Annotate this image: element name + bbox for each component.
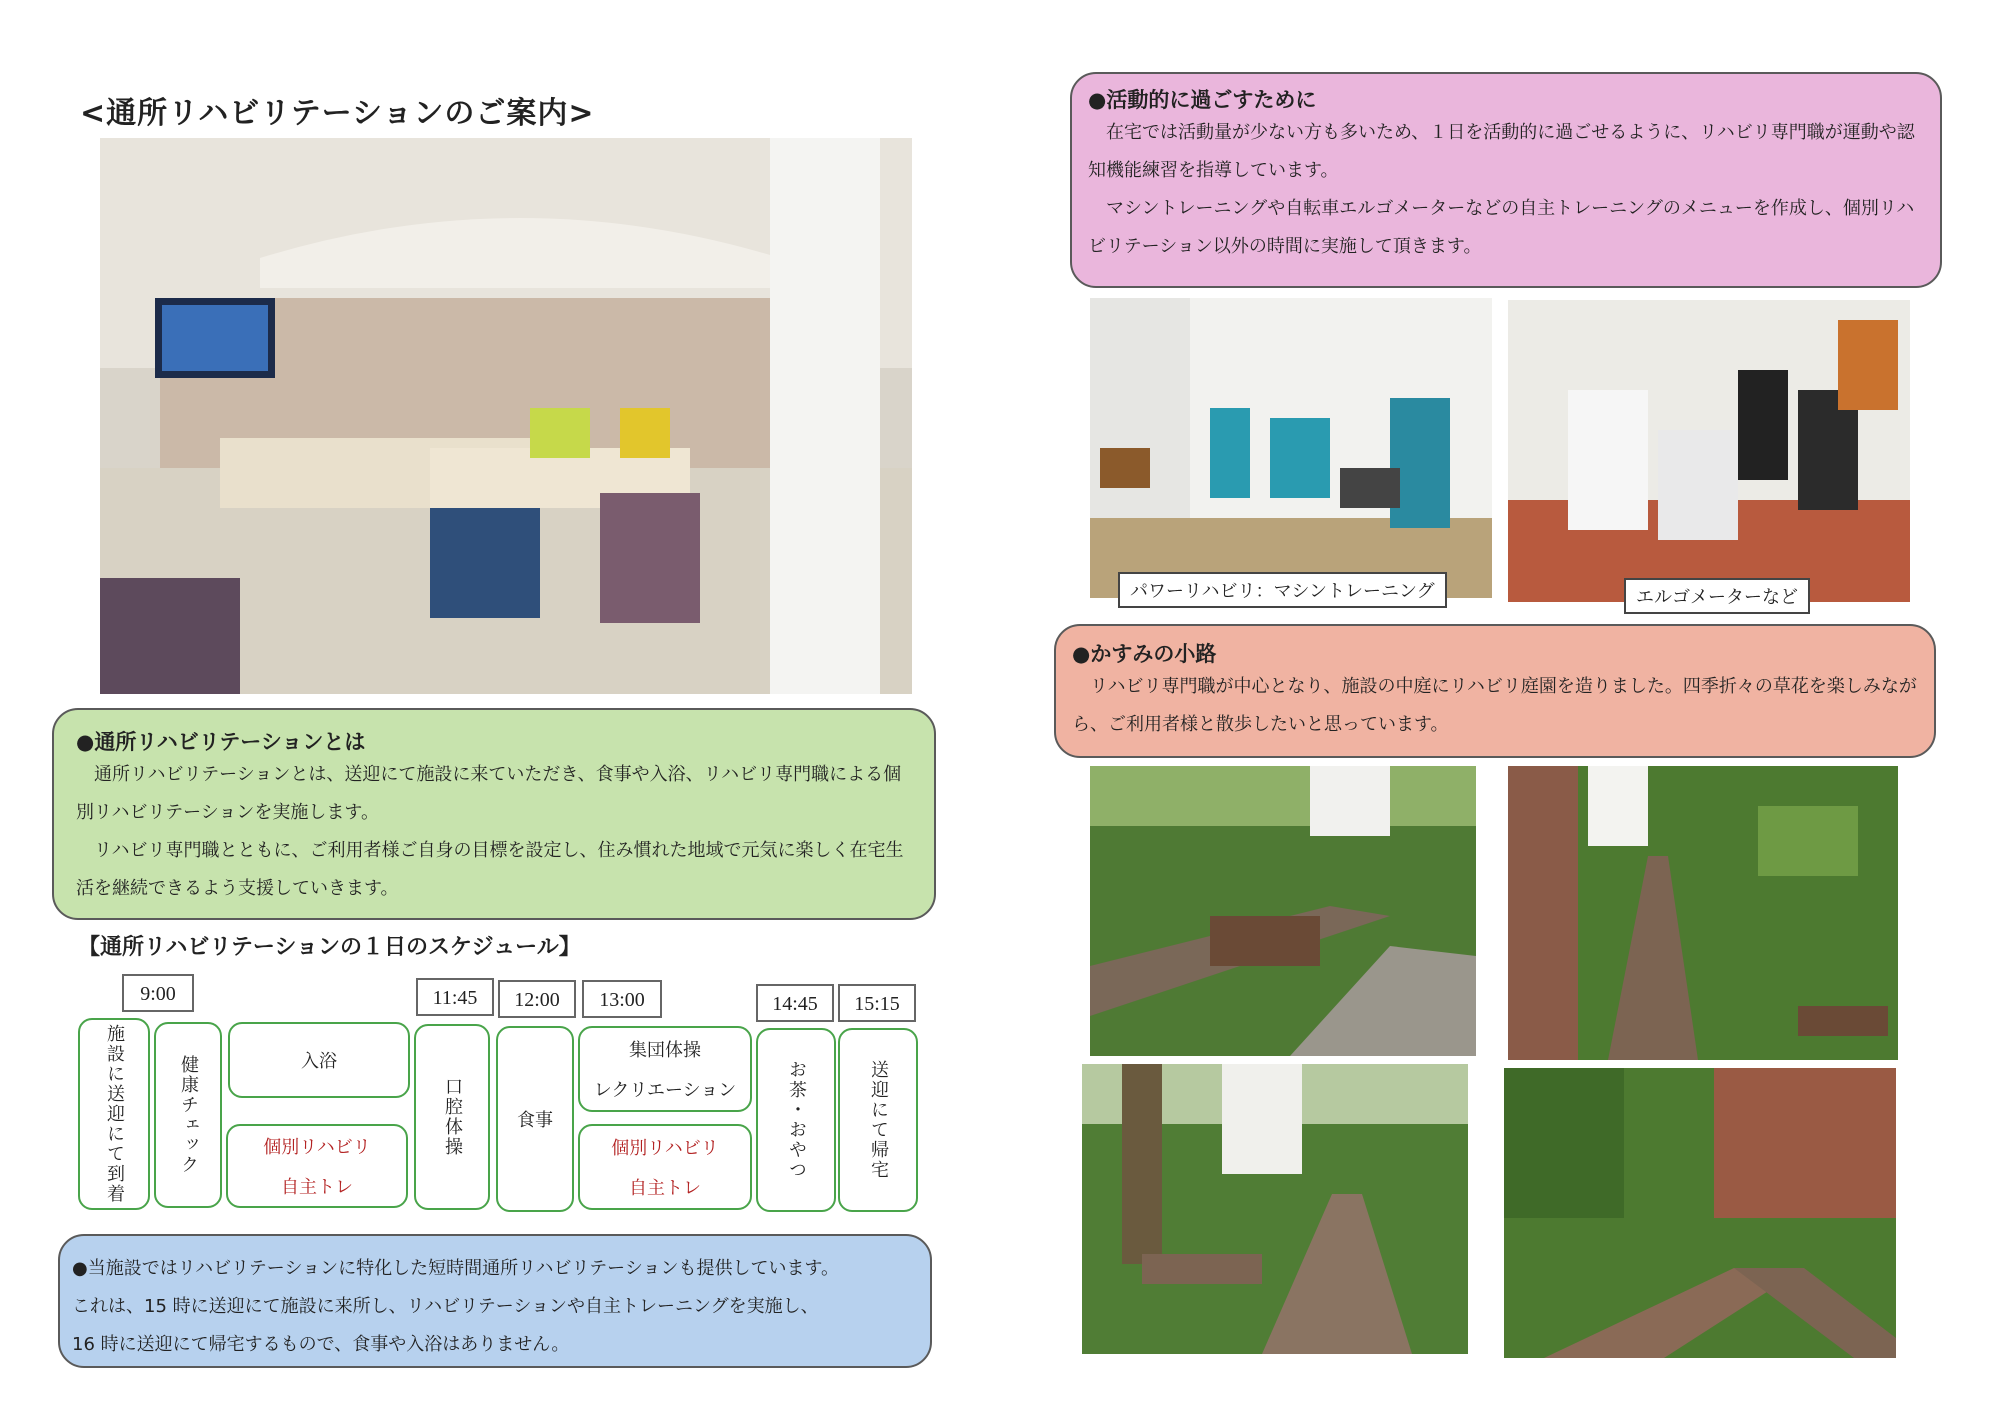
time-label: 12:00 [498,980,576,1018]
time-label: 14:45 [756,984,834,1022]
machine-training-caption: パワーリハビリ：マシントレーニング [1118,572,1447,608]
ergometer-photo [1508,300,1910,602]
active-paragraph-2: マシントレーニングや自転車エルゴメーターなどの自主トレーニングのメニューを作成し、個別リハビリテーション以外の時間に実施して頂きます。 [1088,198,1915,257]
time-label: 11:45 [416,978,494,1016]
garden-heading: ●かすみの小路 [1072,642,1217,666]
intro-paragraph-1: 通所リハビリテーションとは、送迎にて施設に来ていただき、食事や入浴、リハビリ専門職による個別リハビリテーションを実施します。 [76,764,902,823]
time-label: 9:00 [122,974,194,1012]
ergometer-caption: エルゴメーターなど [1624,578,1810,614]
schedule-group-exercise: 集団体操 レクリエーション [578,1026,752,1112]
notice-line-2: これは、15 時に送迎にて施設に来所し、リハビリテーションや自主トレーニングを実施し、 [72,1296,819,1317]
schedule-bath: 入浴 [228,1022,410,1098]
schedule-title: 【通所リハビリテーションの１日のスケジュール】 [78,935,581,960]
notice-line-3: 16 時に送迎にて帰宅するもので、食事や入浴はありません。 [72,1334,570,1355]
notice-box [58,1234,932,1368]
schedule-arrival: 施設に送迎にて到着 [78,1018,150,1210]
notice-line-1: ●当施設ではリハビリテーションに特化した短時間通所リハビリテーションも提供しています。 [72,1258,840,1279]
time-label: 15:15 [838,984,916,1022]
intro-paragraph-2: リハビリ専門職とともに、ご利用者様ご自身の目標を設定し、住み慣れた地域で元気に楽しく在宅生活を継続できるよう支援していきます。 [76,840,904,899]
schedule-oral-exercise: 口腔体操 [414,1024,490,1210]
garden-photo-4 [1504,1068,1896,1358]
garden-paragraph: リハビリ専門職が中心となり、施設の中庭にリハビリ庭園を造りました。四季折々の草花を楽しみながら、ご利用者様と散歩したいと思っています。 [1072,676,1917,735]
garden-photo-2 [1508,766,1898,1060]
active-box [1070,72,1942,288]
schedule-individual-rehab-am: 個別リハビリ 自主トレ [226,1124,408,1208]
page-title: <通所リハビリテーションのご案内> [80,96,595,131]
machine-training-photo [1090,298,1492,598]
active-heading: ●活動的に過ごすために [1088,88,1317,112]
active-paragraph-1: 在宅では活動量が少ない方も多いため、１日を活動的に過ごせるように、リハビリ専門職が運動や認知機能練習を指導しています。 [1088,122,1915,181]
garden-photo-1 [1090,766,1476,1056]
schedule-health-check: 健康チェック [154,1022,222,1208]
schedule-individual-rehab-pm: 個別リハビリ 自主トレ [578,1124,752,1210]
intro-heading: ●通所リハビリテーションとは [76,730,366,754]
schedule-return-home: 送迎にて帰宅 [838,1028,918,1212]
dayroom-photo [100,138,912,694]
garden-photo-3 [1082,1064,1468,1354]
schedule-tea-snack: お茶・おやつ [756,1028,836,1212]
schedule-meal: 食事 [496,1026,574,1212]
intro-box [52,708,936,920]
garden-box [1054,624,1936,758]
time-label: 13:00 [582,980,662,1018]
